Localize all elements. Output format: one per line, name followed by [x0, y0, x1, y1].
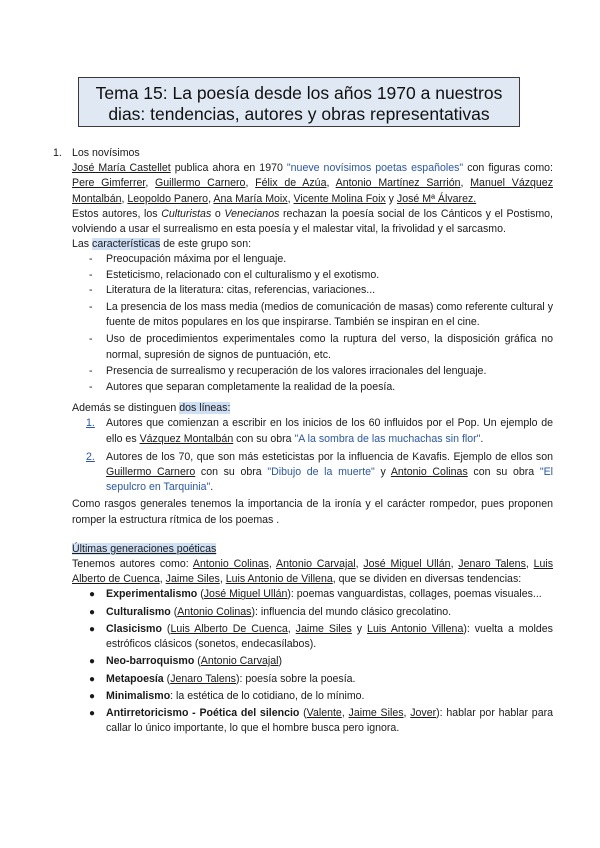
author-link[interactable]: Guillermo Carnero	[106, 466, 196, 479]
list-item-text: Presencia de surrealismo y recuperación de los valores irracionales del lenguaje.	[106, 364, 487, 377]
figure-name[interactable]: Leopoldo Panero	[127, 192, 209, 205]
text: con su obra	[467, 466, 540, 479]
separator: ,	[287, 192, 294, 205]
author-link[interactable]: Luis Alberto De Cuenca	[170, 622, 288, 635]
author-link[interactable]: Antonio Colinas	[192, 558, 269, 571]
separator: ,	[450, 558, 459, 571]
highlighted-term: características	[92, 238, 161, 251]
bullet-icon: ●	[89, 690, 96, 702]
text: (	[161, 622, 171, 635]
author-link[interactable]: José Miguel Ullán	[203, 588, 288, 601]
list-item	[53, 689, 553, 704]
tendency-name: Neo-barroquismo	[106, 655, 195, 668]
title-box	[78, 77, 520, 127]
separator: ,	[460, 177, 471, 190]
list-item-text: La presencia de los mass media (medios de comunicación de masas) como referente cultural y fuente de mitos populares en los que inspirarse. También se inspiran en el cine.	[106, 301, 553, 329]
tendency-name: Experimentalismo	[106, 588, 198, 601]
list-item	[53, 252, 553, 267]
text: (	[194, 655, 201, 668]
list-item-text: Preocupación máxima por el lenguaje.	[106, 253, 287, 266]
section-1-number: 1.	[53, 147, 62, 159]
text: )	[278, 655, 283, 668]
dash-marker: -	[89, 381, 93, 394]
tendency-name: Clasicismo	[106, 622, 162, 635]
figure-name[interactable]: Antonio Martínez Sarrión	[335, 177, 461, 190]
section-2-heading	[53, 542, 553, 557]
list-item-text: Autores que separan completamente la realidad de la poesía.	[106, 381, 396, 394]
text: Autores que comienzan a escribir en los inicios de los 60 influidos por el Pop. Un ejemplo de ello es	[106, 417, 553, 445]
list-item-text: Literatura de la literatura: citas, referencias, variaciones...	[106, 283, 376, 296]
author-link[interactable]: Antonio Colinas	[177, 605, 252, 618]
author-link[interactable]: Jover	[410, 706, 437, 719]
bullet-icon: ●	[89, 707, 96, 719]
separator: ,	[208, 192, 214, 205]
document-body	[53, 146, 553, 736]
culturistas-paragraph	[53, 207, 553, 237]
text: , que se dividen en diversas tendencias:	[332, 573, 522, 586]
conclusion-paragraph: Como rasgos generales tenemos la importancia de la ironía y el carácter rompedor, pues proponen romper la estructura rítmica de los poemas .	[72, 498, 553, 526]
dash-marker: -	[89, 364, 93, 377]
italic-term: Venecianos	[224, 207, 280, 220]
tendency-name: Antirretoricismo - Poética del silencio	[106, 706, 300, 719]
figure-name[interactable]: Pere Gimferrer	[72, 177, 146, 190]
work-title: "nueve novísimos poetas españoles"	[286, 162, 464, 175]
separator: ,	[245, 177, 256, 190]
highlighted-term: dos líneas:	[179, 402, 231, 415]
list-item-text: Uso de procedimientos experimentales como la ruptura del verso, la disposición gráfica no normal, supresión de signos de puntuación, etc.	[106, 333, 553, 361]
figure-name[interactable]: Félix de Azúa	[255, 177, 327, 190]
text: Además se distinguen	[72, 402, 180, 415]
list-item	[53, 300, 553, 330]
list-item	[53, 268, 553, 283]
author-link[interactable]: Antonio Carvajal	[200, 655, 279, 668]
line-item-2	[53, 450, 553, 496]
author-link[interactable]: Jenaro Talens	[458, 558, 526, 571]
separator: ,	[326, 177, 336, 190]
figure-name[interactable]: Manuel Vázquez Montalbán	[72, 177, 553, 205]
text: rechazan la poesía social de los Cánticos y el Postismo, volviendo a usar el surrealismo en esta poesía y el malestar vital, la frivolidad y el sarcasmo.	[72, 207, 553, 236]
text: con su obra	[195, 466, 268, 479]
section-2-intro	[53, 557, 553, 587]
text: ): vuelta a moldes estróficos clásicos (sonetos, endecasílabos).	[106, 622, 553, 651]
line-number: 2.	[86, 450, 95, 463]
text: con figuras como:	[463, 162, 554, 175]
author-link[interactable]: Luis Antonio Villena	[367, 622, 464, 635]
bullet-icon: ●	[89, 589, 96, 601]
separator: ,	[159, 573, 166, 586]
text: (	[299, 706, 307, 719]
page-title-line-2: dias: tendencias, autores y obras representativas	[108, 104, 490, 124]
separator: ,	[355, 558, 364, 571]
text: ): hablar por hablar para callar lo único importante, lo que el hombre busca pero ignora.	[106, 706, 554, 735]
author-link[interactable]: Valente	[306, 706, 342, 719]
bullet-icon: ●	[89, 656, 96, 668]
text: con su obra	[233, 432, 295, 445]
author-link[interactable]: Jaime Siles	[165, 573, 220, 586]
bullet-icon: ●	[89, 673, 96, 685]
text: .	[210, 481, 214, 494]
author-link[interactable]: Antonio Colinas	[390, 466, 468, 479]
text: publica ahora en 1970	[170, 162, 287, 175]
italic-term: Culturistas	[161, 207, 212, 220]
list-item	[53, 654, 553, 669]
text: Estos autores, los	[72, 207, 162, 220]
list-item	[53, 622, 553, 652]
features-list	[53, 252, 553, 395]
author-link[interactable]: Vázquez Montalbán	[139, 432, 234, 445]
separator: y	[351, 622, 368, 635]
list-item	[53, 672, 553, 687]
text: de este grupo son:	[160, 238, 252, 251]
list-item	[53, 587, 553, 602]
tendency-name: Metapoesía	[106, 672, 164, 685]
author-castellet[interactable]: José María Castellet	[72, 162, 171, 175]
tendency-name: Culturalismo	[106, 605, 171, 618]
separator: ,	[121, 192, 128, 205]
page-title-line-1: Tema 15: La poesía desde los años 1970 a nuestros	[95, 83, 503, 103]
text: (	[170, 605, 178, 618]
text: y	[374, 466, 391, 479]
author-link[interactable]: Jaime Siles	[295, 622, 352, 635]
bullet-icon: ●	[89, 606, 96, 618]
list-item	[53, 332, 553, 362]
separator: ,	[341, 706, 349, 719]
list-item	[53, 706, 553, 736]
dash-marker: -	[89, 253, 93, 266]
intro-paragraph	[53, 161, 553, 207]
author-link[interactable]: Luis Antonio de Villena	[225, 573, 333, 586]
dash-marker: -	[89, 301, 93, 314]
author-link[interactable]: Jaime Siles	[348, 706, 404, 719]
author-link[interactable]: Jenaro Talens	[170, 672, 236, 685]
tendency-name: Minimalismo	[106, 689, 171, 702]
separator: ,	[145, 177, 156, 190]
text: Autores de los 70, que son más esteticistas por la influencia de Kavafis. Ejemplo de ellos son	[106, 450, 553, 463]
text: (	[163, 672, 171, 685]
list-item	[53, 380, 553, 395]
separator: ,	[268, 558, 277, 571]
text: : la estética de lo cotidiano, de lo mínimo.	[170, 689, 365, 702]
features-intro	[53, 237, 553, 252]
author-link[interactable]: Luis Alberto de Cuenca	[72, 558, 554, 586]
dash-marker: -	[89, 283, 93, 296]
separator: ,	[525, 558, 534, 571]
work-title: "Dibujo de la muerte"	[267, 466, 375, 479]
list-item	[53, 364, 553, 379]
separator: ,	[403, 706, 411, 719]
list-item-text: Esteticismo, relacionado con el culturalismo y el exotismo.	[106, 268, 380, 281]
work-title: "A la sombra de las muchachas sin flor"	[294, 432, 481, 445]
author-link[interactable]: José Miguel Ullán	[363, 558, 451, 571]
figure-name[interactable]: Ana María Moix	[213, 192, 288, 205]
tendencies-list	[53, 587, 553, 736]
text: o	[211, 207, 225, 220]
line-number: 1.	[86, 417, 95, 430]
line-item-1	[53, 416, 553, 446]
text: ): influencia del mundo clásico grecolatino.	[251, 605, 452, 618]
bullet-icon: ●	[89, 623, 96, 635]
separator: ,	[219, 573, 226, 586]
separator: y	[385, 192, 397, 205]
dash-marker: -	[89, 268, 93, 281]
author-link[interactable]: Antonio Carvajal	[276, 558, 356, 571]
section-1-heading	[53, 146, 553, 161]
text: Tenemos autores como:	[72, 558, 193, 571]
text: .	[480, 432, 484, 445]
section-2-title: Últimas generaciones poéticas	[72, 542, 217, 555]
list-item	[53, 283, 553, 298]
text: Las	[72, 238, 93, 251]
separator: ,	[287, 622, 296, 635]
dash-marker: -	[89, 333, 93, 346]
lines-intro	[53, 401, 553, 416]
section-1-title: Los novísimos	[72, 147, 140, 159]
figure-name[interactable]: José Mª Álvarez.	[396, 192, 477, 205]
figure-name[interactable]: Vicente Molina Foix	[293, 192, 386, 205]
work-title: "El sepulcro en Tarquinia"	[106, 466, 553, 494]
text: ): poemas vanguardistas, collages, poemas visuales...	[287, 588, 542, 601]
text: ): poesía sobre la poesía.	[235, 672, 356, 685]
text: (	[197, 588, 204, 601]
figure-name[interactable]: Guillermo Carnero	[155, 177, 246, 190]
list-item	[53, 605, 553, 620]
